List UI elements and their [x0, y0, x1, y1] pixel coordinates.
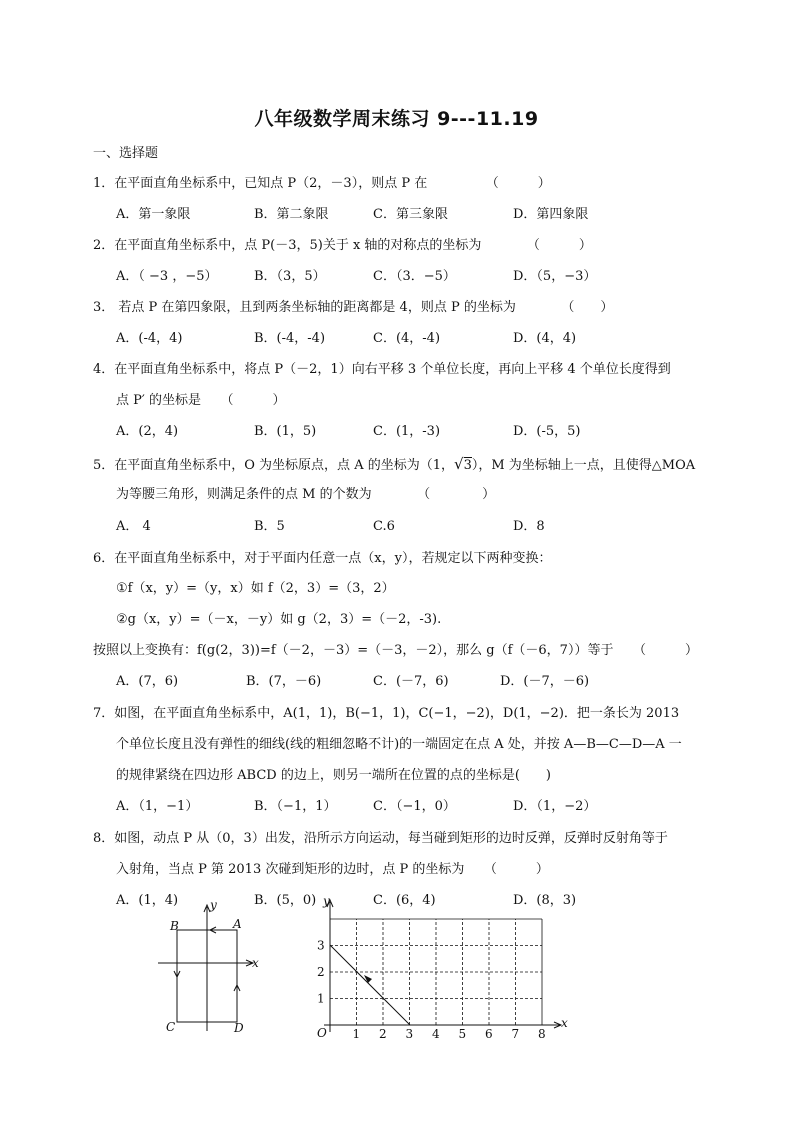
- q4-stem-line2: 点 P′ 的坐标是 （ ）: [116, 393, 286, 408]
- q7-options: [116, 798, 716, 816]
- q4-stem-line1: 4．在平面直角坐标系中，将点 P（－2，1）向右平移 3 个单位长度，再向上平移 4 个单位长度得到: [93, 362, 671, 377]
- x-label: x: [561, 1016, 568, 1030]
- q2-option-a: A．（ −3 ，−5）: [116, 269, 218, 284]
- q6-options: [116, 673, 716, 691]
- q7-option-b: B．（−1，1）: [254, 799, 337, 814]
- q7-stem-line3: 的规律紧绕在四边形 ABCD 的边上，则另一端所在位置的点的坐标是( ): [116, 768, 551, 783]
- q6-stem: 6．在平面直角坐标系中，对于平面内任意一点（x，y），若规定以下两种变换：: [93, 551, 552, 566]
- q5-options: [116, 518, 716, 536]
- q3-option-b: B．(-4，-4): [254, 331, 326, 346]
- path-segment: [330, 945, 410, 1025]
- q2-option-c: C．（3．−5）: [373, 269, 456, 284]
- q8-option-d: D．(8，3): [513, 893, 577, 908]
- q6-stem3: 按照以上变换有：f(g(2，3))=f（－2，－3）=（－3，－2），那么 g（f（－6，7））等于 （ ）: [93, 643, 698, 658]
- q4-option-c: C．(1，-3): [373, 424, 441, 439]
- q8-stem-line2: 入射角，当点 P 第 2013 次碰到矩形的边时，点 P 的坐标为 （ ）: [116, 862, 549, 877]
- q1-option-d: D．第四象限: [513, 207, 589, 222]
- label-d: D: [234, 1021, 244, 1035]
- q2-options: [116, 268, 716, 286]
- q7-option-a: A．（1，−1）: [116, 799, 199, 814]
- q4-option-a: A．(2，4): [116, 424, 179, 439]
- q7-option-c: C．（−1，0）: [373, 799, 456, 814]
- x-tick-label: 3: [405, 1027, 414, 1041]
- label-a: A: [233, 917, 242, 931]
- q1-option-b: B．第二象限: [254, 207, 329, 222]
- page-title: 八年级数学周末练习 9---11.19: [254, 108, 539, 130]
- path-arrow: [364, 975, 372, 983]
- sqrt-symbol: √: [454, 455, 464, 473]
- x-tick-label: 7: [511, 1027, 520, 1041]
- q5-option-d: D．8: [513, 519, 545, 534]
- x-tick-label: 6: [485, 1027, 493, 1041]
- y-label: y: [323, 894, 330, 908]
- figure-rectangle-abcd: [150, 895, 270, 1045]
- q8-stem-line1: 8．如图，动点 P 从（0，3）出发，沿所示方向运动，每当碰到矩形的边时反弹，反弹时反射角等于: [93, 831, 668, 846]
- q3-stem: 3． 若点 P 在第四象限，且到两条坐标轴的距离都是 4，则点 P 的坐标为 （ ）: [93, 300, 614, 315]
- label-y: y: [210, 898, 217, 912]
- x-tick-label: 5: [458, 1027, 467, 1041]
- q1-options: [116, 206, 716, 224]
- q7-option-d: D．（1，−2）: [513, 799, 597, 814]
- q4-option-d: D．(-5，5): [513, 424, 581, 439]
- q7-stem-line1: 7．如图，在平面直角坐标系中，A(1，1)，B(−1，1)，C(−1，−2)，D(1，−2)．把一条长为 2013: [93, 706, 680, 721]
- label-b: B: [170, 919, 179, 933]
- label-x: x: [252, 956, 259, 970]
- q5-stem-line2: 为等腰三角形，则满足条件的点 M 的个数为 （ ）: [116, 487, 496, 502]
- q6-option-d: D．(－7，－6): [500, 674, 590, 689]
- x-tick-label: 2: [379, 1027, 387, 1041]
- q8-option-c: C．(6，4): [373, 893, 436, 908]
- q6-option-c: C．(－7，6): [373, 674, 449, 689]
- y-tick-label: 1: [317, 991, 325, 1006]
- q5-option-a: A． 4: [116, 519, 151, 534]
- q1-option-c: C．第三象限: [373, 207, 448, 222]
- label-c: C: [166, 1020, 176, 1034]
- q3-option-a: A．(-4，4): [116, 331, 183, 346]
- q8-option-b: B．(5，0): [254, 893, 317, 908]
- q2-option-b: B．（3，5）: [254, 269, 326, 284]
- y-tick-label: 3: [317, 938, 325, 953]
- q6-option-a: A．(7，6): [116, 674, 179, 689]
- q6-option-b: B．(7，－6): [246, 674, 322, 689]
- q5-option-b: B．5: [254, 519, 285, 534]
- q5-stem-part1: 5．在平面直角坐标系中，O 为坐标原点，点 A 的坐标为（1，: [93, 458, 454, 473]
- q4-option-b: B．(1，5): [254, 424, 317, 439]
- q4-options: [116, 423, 716, 441]
- q7-stem-line2: 个单位长度且没有弹性的细线(线的粗细忽略不计)的一端固定在点 A 处，并按 A—B—C—D—A 一: [116, 737, 682, 752]
- origin-label: O: [317, 1026, 327, 1040]
- q3-options: [116, 330, 716, 348]
- q5-option-c: C.6: [373, 519, 395, 534]
- x-tick-label: 8: [538, 1027, 546, 1041]
- q8-option-a: A．(1，4): [116, 893, 179, 908]
- q5-stem-part2: ），M 为坐标轴上一点，且使得△MOA: [471, 458, 696, 473]
- q2-stem: 2．在平面直角坐标系中，点 P(－3，5)关于 x 轴的对称点的坐标为 （ ）: [93, 238, 592, 253]
- q2-option-d: D．（5，−3）: [513, 269, 597, 284]
- q3-option-c: C．(4，-4): [373, 331, 441, 346]
- q6-rule2: ②g（x，y）=（－x，－y）如 g（2，3）=（－2，-3).: [116, 612, 442, 627]
- x-tick-label: 1: [352, 1027, 361, 1041]
- q6-rule1: ①f（x，y）=（y，x）如 f（2，3）=（3，2）: [116, 581, 395, 596]
- q1-stem: 1．在平面直角坐标系中，已知点 P（2，－3），则点 P 在 （ ）: [93, 176, 551, 191]
- section-heading: 一、选择题: [93, 146, 159, 161]
- x-tick-label: 4: [432, 1027, 440, 1041]
- sqrt-radicand: 3: [463, 458, 472, 473]
- q5-stem-line1: [93, 455, 695, 475]
- q3-option-d: D．(4，4): [513, 331, 577, 346]
- y-tick-label: 2: [317, 965, 325, 979]
- figure-grid-bounce: [310, 892, 580, 1042]
- q1-option-a: A．第一象限: [116, 207, 191, 222]
